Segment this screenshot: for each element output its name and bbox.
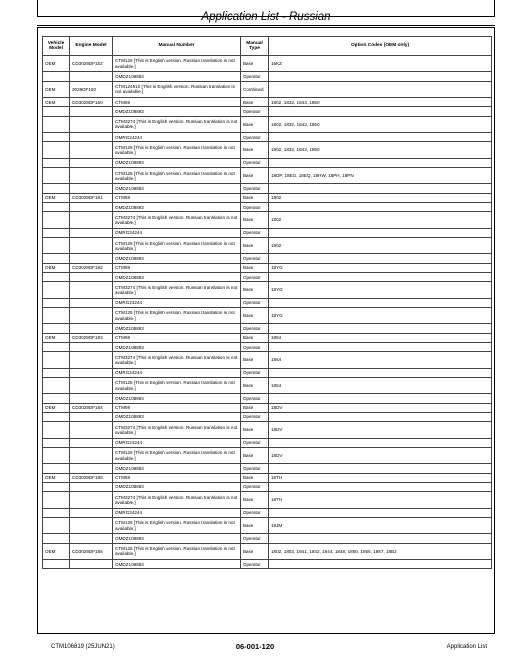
cell-manual-number: CTM3274 [This is English version. Russian translation is not available.] (113, 492, 241, 508)
cell-manual-number: CTM69 (113, 263, 241, 272)
cell-engine-model (70, 324, 113, 333)
cell-manual-type: Base (241, 517, 269, 533)
cell-engine-model (70, 438, 113, 447)
cell-engine-model (70, 184, 113, 193)
table-row (43, 307, 492, 323)
header-manual-type: Manual Type (241, 37, 269, 56)
title-divider (37, 25, 495, 26)
cell-manual-type: Operator (241, 342, 269, 351)
cell-option-codes (269, 438, 492, 447)
cell-manual-number: CTM69 (113, 473, 241, 482)
cell-option-codes (269, 81, 492, 97)
cell-manual-type: Operator (241, 72, 269, 81)
cell-manual-number: CTM69 (113, 333, 241, 342)
cell-vehicle-model: OEM (43, 98, 70, 107)
cell-engine-model (70, 464, 113, 473)
cell-vehicle-model (43, 352, 70, 368)
cell-engine-model (70, 517, 113, 533)
cell-vehicle-model: OEM (43, 403, 70, 412)
cell-vehicle-model (43, 133, 70, 142)
cell-manual-number: CTM3274 [This is English version. Russian translation is not available.] (113, 422, 241, 438)
cell-engine-model (70, 273, 113, 282)
table-row (43, 116, 492, 132)
table-row (43, 438, 492, 447)
table-row (43, 368, 492, 377)
table-row (43, 492, 492, 508)
table-row (43, 517, 492, 533)
cell-engine-model (70, 377, 113, 393)
cell-vehicle-model (43, 517, 70, 533)
cell-engine-model: CD3029DF181 (70, 193, 113, 202)
cell-manual-number: CTM69 (113, 98, 241, 107)
cell-manual-number: CTM125 [This is English version. Russian translation is not available.] (113, 377, 241, 393)
cell-manual-number: CTM125 [This is English version. Russian translation is not available.] (113, 447, 241, 463)
table-row (43, 56, 492, 72)
cell-engine-model (70, 116, 113, 132)
cell-manual-number: CTM69 (113, 193, 241, 202)
cell-vehicle-model (43, 342, 70, 351)
cell-manual-type: Operator (241, 464, 269, 473)
cell-vehicle-model (43, 438, 70, 447)
cell-engine-model (70, 482, 113, 491)
cell-option-codes: 18DP, 18EG, 18EQ, 18HW, 18PH, 18PN (269, 168, 492, 184)
cell-vehicle-model (43, 559, 70, 568)
cell-option-codes (269, 298, 492, 307)
cell-engine-model (70, 142, 113, 158)
cell-manual-type: Base (241, 543, 269, 559)
cell-engine-model (70, 133, 113, 142)
cell-option-codes (269, 107, 492, 116)
application-list-table (42, 36, 492, 569)
cell-vehicle-model (43, 377, 70, 393)
cell-manual-type: Operator (241, 184, 269, 193)
header-engine-model: Engine Model (70, 37, 113, 56)
cell-manual-type: Operator (241, 254, 269, 263)
cell-manual-number: OMDZ108893 (113, 158, 241, 167)
cell-option-codes (269, 324, 492, 333)
table-row (43, 193, 492, 202)
cell-vehicle-model (43, 412, 70, 421)
table-row (43, 282, 492, 298)
cell-manual-number: CTM125 [This is English version. Russian translation is not available.] (113, 238, 241, 254)
cell-manual-type: Base (241, 282, 269, 298)
cell-option-codes: 18TH (269, 473, 492, 482)
cell-engine-model (70, 352, 113, 368)
cell-vehicle-model: OEM (43, 56, 70, 72)
cell-manual-type: Base (241, 377, 269, 393)
table-row (43, 72, 492, 81)
cell-engine-model (70, 72, 113, 81)
cell-option-codes: 1854 (269, 352, 492, 368)
table-row (43, 422, 492, 438)
cell-option-codes: 1802 (269, 212, 492, 228)
cell-manual-number: OMDZ108893 (113, 273, 241, 282)
cell-option-codes: 18YG (269, 307, 492, 323)
cell-manual-type: Combined (241, 81, 269, 97)
cell-vehicle-model (43, 298, 70, 307)
cell-manual-number: OMRG24244 (113, 368, 241, 377)
table-row (43, 238, 492, 254)
cell-option-codes (269, 133, 492, 142)
header-option-codes: Option Codes (OEM only) (269, 37, 492, 56)
cell-engine-model (70, 559, 113, 568)
page-title: Application List - Russian (201, 11, 331, 23)
cell-manual-type: Base (241, 447, 269, 463)
cell-manual-number: CTM124910 [This is English version. Russian translation is not available.] (113, 81, 241, 97)
cell-vehicle-model (43, 228, 70, 237)
cell-option-codes: 16KZ (269, 56, 492, 72)
cell-engine-model (70, 168, 113, 184)
cell-engine-model: CD3029DF152 (70, 56, 113, 72)
cell-vehicle-model (43, 184, 70, 193)
cell-manual-number: OMDZ108893 (113, 107, 241, 116)
cell-manual-number: OMDZ108893 (113, 464, 241, 473)
cell-manual-type: Base (241, 56, 269, 72)
cell-option-codes (269, 342, 492, 351)
cell-option-codes: 18DV (269, 447, 492, 463)
table-row (43, 254, 492, 263)
cell-option-codes (269, 228, 492, 237)
table-row (43, 412, 492, 421)
table-header-row (43, 37, 492, 56)
cell-option-codes: 18YG (269, 282, 492, 298)
cell-manual-type: Base (241, 168, 269, 184)
footer-page-number: 06-001-120 (235, 642, 275, 651)
cell-vehicle-model (43, 394, 70, 403)
cell-option-codes: 1802, 1832, 1843, 1850 (269, 116, 492, 132)
cell-vehicle-model (43, 254, 70, 263)
cell-manual-type: Operator (241, 273, 269, 282)
cell-engine-model (70, 107, 113, 116)
cell-vehicle-model (43, 447, 70, 463)
cell-vehicle-model (43, 482, 70, 491)
table-row (43, 342, 492, 351)
table-row (43, 142, 492, 158)
cell-option-codes (269, 508, 492, 517)
cell-manual-type: Base (241, 116, 269, 132)
cell-manual-number: OMDZ108893 (113, 394, 241, 403)
cell-manual-type: Operator (241, 107, 269, 116)
cell-manual-number: CTM125 [This is English version. Russian translation is not available.] (113, 543, 241, 559)
cell-option-codes (269, 412, 492, 421)
header-vehicle-model: Vehicle Model (43, 37, 70, 56)
cell-option-codes: 1802 (269, 193, 492, 202)
cell-option-codes (269, 464, 492, 473)
footer-document-id: CTM106819 (25JUN21) (51, 644, 115, 650)
cell-manual-type: Base (241, 403, 269, 412)
cell-option-codes (269, 534, 492, 543)
cell-manual-type: Base (241, 422, 269, 438)
cell-manual-number: OMDZ108893 (113, 534, 241, 543)
cell-engine-model (70, 492, 113, 508)
cell-manual-type: Operator (241, 412, 269, 421)
cell-manual-type: Operator (241, 394, 269, 403)
cell-manual-type: Operator (241, 298, 269, 307)
cell-manual-type: Operator (241, 438, 269, 447)
cell-engine-model (70, 238, 113, 254)
cell-engine-model (70, 342, 113, 351)
table-row (43, 447, 492, 463)
cell-manual-number: CTM125 [This is English version. Russian translation is not available.] (113, 56, 241, 72)
cell-manual-number: CTM3274 [This is English version. Russian translation is not available.] (113, 212, 241, 228)
cell-engine-model (70, 394, 113, 403)
cell-manual-number: CTM3274 [This is English version. Russian translation is not available.] (113, 352, 241, 368)
cell-manual-type: Base (241, 98, 269, 107)
cell-option-codes: 1802, 1832, 1843, 1850 (269, 98, 492, 107)
cell-manual-number: CTM69 (113, 403, 241, 412)
table-row (43, 394, 492, 403)
cell-manual-type: Base (241, 142, 269, 158)
table-row (43, 158, 492, 167)
cell-vehicle-model (43, 168, 70, 184)
cell-option-codes: 18DV (269, 403, 492, 412)
cell-manual-type: Base (241, 238, 269, 254)
cell-option-codes (269, 72, 492, 81)
cell-manual-number: OMRG24244 (113, 508, 241, 517)
cell-manual-type: Operator (241, 228, 269, 237)
cell-manual-type: Operator (241, 508, 269, 517)
cell-manual-number: CTM125 [This is English version. Russian translation is not available.] (113, 168, 241, 184)
cell-engine-model (70, 282, 113, 298)
cell-manual-number: CTM3274 [This is English version. Russian translation is not available.] (113, 116, 241, 132)
cell-vehicle-model (43, 492, 70, 508)
cell-option-codes (269, 273, 492, 282)
table-row (43, 98, 492, 107)
cell-option-codes (269, 184, 492, 193)
cell-vehicle-model (43, 368, 70, 377)
cell-manual-type: Base (241, 263, 269, 272)
cell-manual-number: OMDZ108893 (113, 559, 241, 568)
cell-engine-model: CD3029DF182 (70, 263, 113, 272)
table-row (43, 133, 492, 142)
cell-vehicle-model (43, 508, 70, 517)
table-row (43, 203, 492, 212)
cell-option-codes: 1802, 1832, 1843, 1850 (269, 142, 492, 158)
cell-vehicle-model (43, 273, 70, 282)
cell-manual-number: OMDZ108893 (113, 72, 241, 81)
cell-manual-type: Operator (241, 534, 269, 543)
cell-manual-number: OMDZ108893 (113, 412, 241, 421)
table-row (43, 333, 492, 342)
cell-vehicle-model (43, 142, 70, 158)
cell-vehicle-model (43, 534, 70, 543)
cell-manual-type: Operator (241, 158, 269, 167)
cell-engine-model (70, 447, 113, 463)
cell-manual-number: OMRG24244 (113, 133, 241, 142)
cell-manual-number: CTM3274 [This is English version. Russian translation is not available.] (113, 282, 241, 298)
cell-option-codes: 18TH (269, 492, 492, 508)
cell-option-codes: 18YG (269, 263, 492, 272)
cell-manual-number: OMDZ108893 (113, 184, 241, 193)
cell-option-codes: 1854 (269, 333, 492, 342)
table-row (43, 352, 492, 368)
cell-engine-model: CD3029DF184 (70, 403, 113, 412)
cell-manual-type: Operator (241, 482, 269, 491)
cell-manual-type: Base (241, 333, 269, 342)
cell-engine-model: CD3029DF150 (70, 98, 113, 107)
cell-manual-number: CTM125 [This is English version. Russian translation is not available.] (113, 142, 241, 158)
cell-option-codes: 1854 (269, 377, 492, 393)
table-row (43, 263, 492, 272)
cell-vehicle-model (43, 116, 70, 132)
cell-engine-model (70, 228, 113, 237)
cell-manual-number: OMDZ108893 (113, 482, 241, 491)
cell-engine-model (70, 412, 113, 421)
cell-manual-type: Base (241, 352, 269, 368)
cell-manual-type: Operator (241, 203, 269, 212)
cell-manual-number: OMDZ108893 (113, 254, 241, 263)
table-row (43, 273, 492, 282)
cell-manual-number: OMDZ108893 (113, 324, 241, 333)
cell-engine-model: CD3029DF186 (70, 543, 113, 559)
cell-vehicle-model (43, 282, 70, 298)
cell-option-codes (269, 482, 492, 491)
cell-vehicle-model (43, 324, 70, 333)
table-row (43, 534, 492, 543)
cell-manual-number: OMRG24244 (113, 298, 241, 307)
cell-manual-type: Operator (241, 133, 269, 142)
cell-engine-model (70, 534, 113, 543)
cell-vehicle-model (43, 212, 70, 228)
table-row (43, 212, 492, 228)
cell-engine-model (70, 368, 113, 377)
cell-vehicle-model (43, 203, 70, 212)
cell-vehicle-model (43, 307, 70, 323)
cell-engine-model (70, 508, 113, 517)
cell-manual-number: CTM125 [This is English version. Russian translation is not available.] (113, 517, 241, 533)
header-manual-number: Manual Number (113, 37, 241, 56)
cell-engine-model (70, 158, 113, 167)
cell-vehicle-model: OEM (43, 263, 70, 272)
cell-option-codes: 1802 (269, 238, 492, 254)
table-row (43, 298, 492, 307)
cell-manual-type: Base (241, 193, 269, 202)
cell-manual-type: Operator (241, 368, 269, 377)
cell-vehicle-model: OEM (43, 473, 70, 482)
cell-vehicle-model: OEM (43, 543, 70, 559)
cell-vehicle-model (43, 464, 70, 473)
cell-engine-model (70, 307, 113, 323)
cell-manual-number: OMRG24244 (113, 228, 241, 237)
table-row (43, 543, 492, 559)
table-body (43, 56, 492, 569)
table-row (43, 377, 492, 393)
footer-section-name: Application List (446, 644, 487, 650)
cell-engine-model (70, 422, 113, 438)
cell-manual-type: Base (241, 307, 269, 323)
cell-vehicle-model (43, 72, 70, 81)
cell-vehicle-model (43, 238, 70, 254)
table-row (43, 559, 492, 568)
table-row (43, 508, 492, 517)
cell-option-codes (269, 254, 492, 263)
cell-manual-type: Operator (241, 324, 269, 333)
table-row (43, 473, 492, 482)
cell-manual-number: OMRG24244 (113, 438, 241, 447)
cell-manual-type: Base (241, 473, 269, 482)
cell-engine-model: CD3029DF183 (70, 333, 113, 342)
cell-manual-number: OMDZ108893 (113, 203, 241, 212)
cell-vehicle-model (43, 158, 70, 167)
table-row (43, 324, 492, 333)
cell-option-codes (269, 203, 492, 212)
cell-engine-model (70, 298, 113, 307)
cell-option-codes: 18JM (269, 517, 492, 533)
cell-vehicle-model (43, 422, 70, 438)
cell-manual-number: OMDZ108893 (113, 342, 241, 351)
table-row (43, 228, 492, 237)
cell-engine-model (70, 254, 113, 263)
cell-vehicle-model: OEM (43, 81, 70, 97)
cell-engine-model (70, 212, 113, 228)
cell-engine-model (70, 203, 113, 212)
table-row (43, 168, 492, 184)
cell-option-codes: 18DV (269, 422, 492, 438)
cell-manual-number: CTM125 [This is English version. Russian translation is not available.] (113, 307, 241, 323)
table-row (43, 464, 492, 473)
cell-engine-model: 3029DF150 (70, 81, 113, 97)
cell-vehicle-model: OEM (43, 333, 70, 342)
cell-option-codes (269, 394, 492, 403)
cell-vehicle-model (43, 107, 70, 116)
table-row (43, 184, 492, 193)
cell-manual-type: Base (241, 212, 269, 228)
cell-manual-type: Operator (241, 559, 269, 568)
table-row (43, 482, 492, 491)
cell-option-codes (269, 158, 492, 167)
cell-option-codes (269, 559, 492, 568)
table-row (43, 403, 492, 412)
cell-engine-model: CD3029DF185 (70, 473, 113, 482)
table-row (43, 81, 492, 97)
cell-option-codes: 1802, 1803, 1841, 1842, 1844, 1848, 1850, 1855, 1867, 18BJ (269, 543, 492, 559)
cell-vehicle-model: OEM (43, 193, 70, 202)
table-row (43, 107, 492, 116)
cell-option-codes (269, 368, 492, 377)
cell-manual-type: Base (241, 492, 269, 508)
